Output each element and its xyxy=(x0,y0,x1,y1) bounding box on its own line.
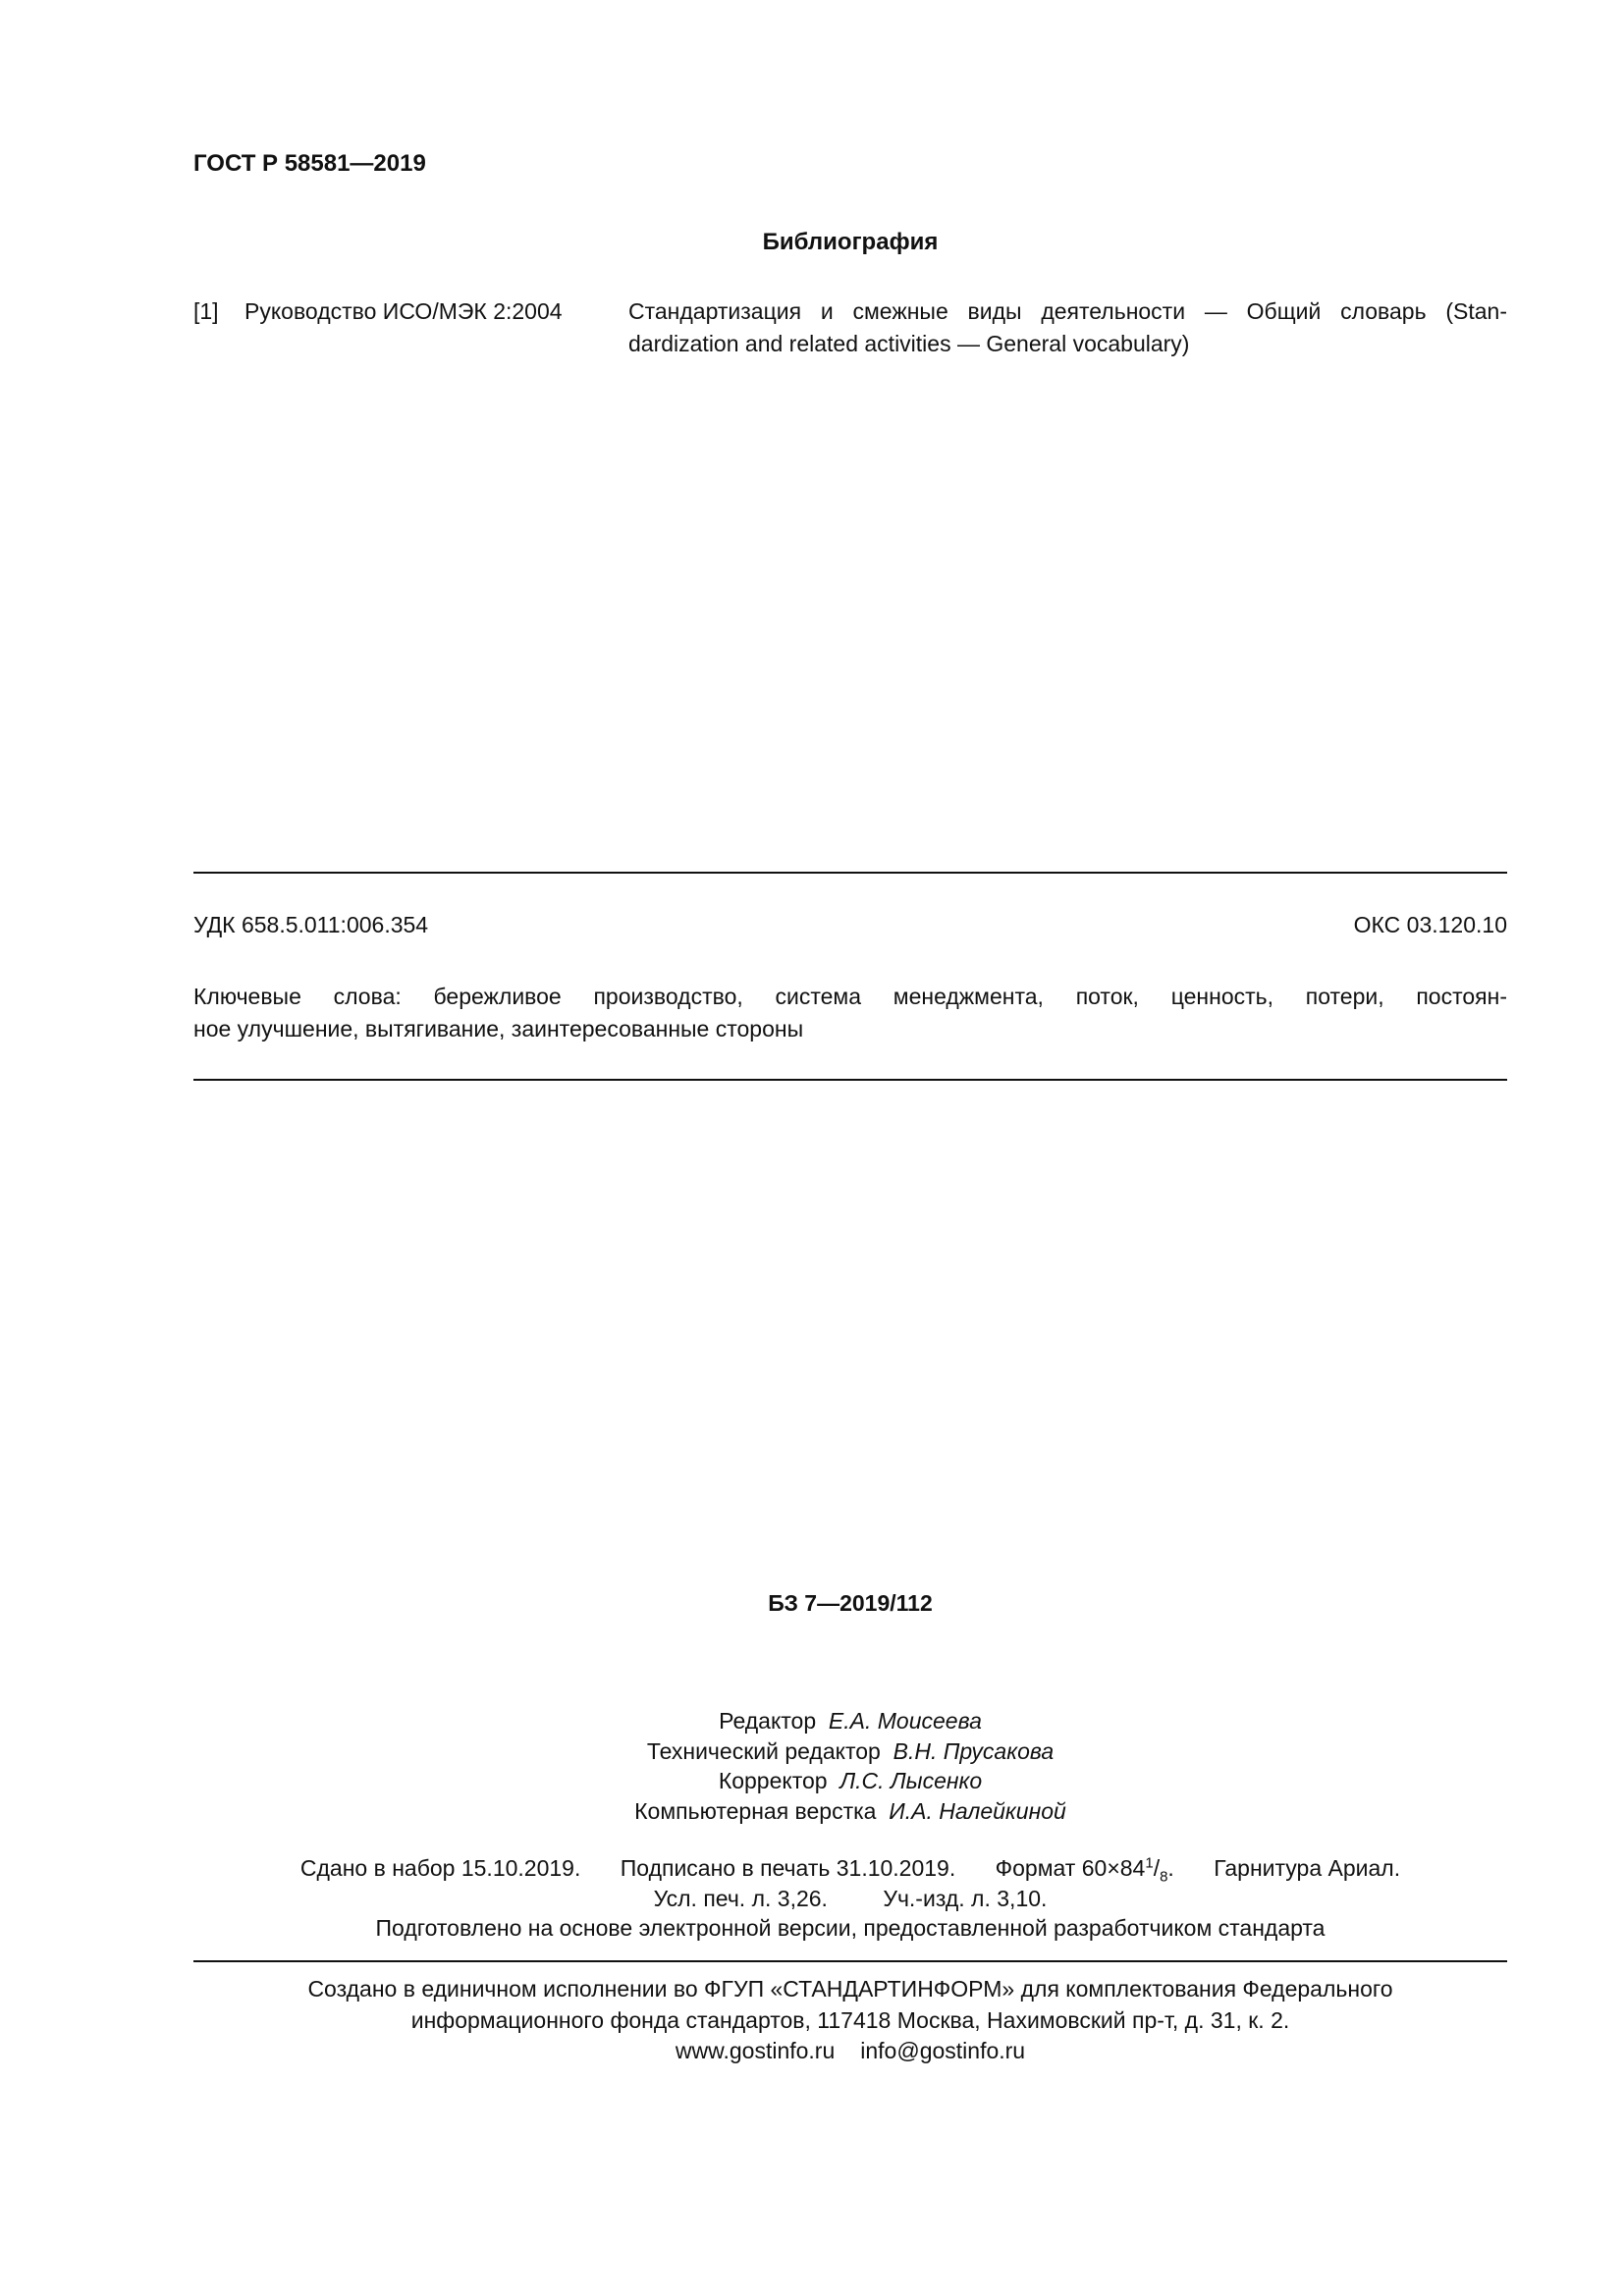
created-line2: информационного фонда стандартов, 117418 Москва, Нахимовский пр-т, д. 31, к. 2. xyxy=(410,2006,1290,2033)
publishing-sheets: Уч.-изд. л. 3,10. xyxy=(883,1885,1048,1911)
divider xyxy=(193,872,1507,874)
print-details xyxy=(193,1853,1507,1944)
entry-text-line1: Стандартизация и смежные виды деятельности — Общий словарь (Stan- xyxy=(628,298,1507,324)
credit-name: И.А. Налейкиной xyxy=(889,1797,1066,1824)
created-line1: Создано в единичном исполнении во ФГУП «СТАНДАРТИНФОРМ» для комплектования Федерального xyxy=(307,1976,1393,2002)
keywords-line2: ное улучшение, вытягивание, заинтересованные стороны xyxy=(193,1016,804,1041)
document-number: ГОСТ Р 58581—2019 xyxy=(193,150,426,177)
format-suffix: . xyxy=(1167,1855,1174,1881)
credit-role: Технический редактор xyxy=(646,1737,881,1764)
credit-editor xyxy=(193,1706,1507,1736)
prepared-note: Подготовлено на основе электронной версии, предоставленной разработчиком стандарта xyxy=(375,1915,1326,1941)
bibliography-title: Библиография xyxy=(762,229,939,255)
udk-code: УДК 658.5.011:006.354 xyxy=(193,912,429,937)
format-sub: 8 xyxy=(1160,1868,1168,1886)
credit-role: Корректор xyxy=(718,1768,828,1793)
credit-role: Компьютерная верстка xyxy=(634,1797,877,1824)
divider xyxy=(193,1960,1507,1962)
oks-code: ОКС 03.120.10 xyxy=(1353,912,1507,937)
format-sup: 1 xyxy=(1145,1854,1154,1872)
signed-date: Подписано в печать 31.10.2019. xyxy=(620,1855,956,1881)
bz-number: БЗ 7—2019/112 xyxy=(768,1590,933,1616)
publisher-info xyxy=(193,1974,1507,2067)
credit-role: Редактор xyxy=(719,1708,817,1734)
credit-name: В.Н. Прусакова xyxy=(893,1737,1055,1764)
divider xyxy=(193,1079,1507,1081)
submitted-date: Сдано в набор 15.10.2019. xyxy=(299,1855,581,1881)
typeface: Гарнитура Ариал. xyxy=(1214,1855,1401,1881)
format-prefix: Формат 60×84 xyxy=(995,1855,1146,1881)
credit-name: Е.А. Моисеева xyxy=(828,1708,982,1734)
entry-source: Руководство ИСО/МЭК 2:2004 xyxy=(244,298,563,324)
website-link[interactable]: www.gostinfo.ru xyxy=(675,2038,836,2063)
print-sheets: Усл. печ. л. 3,26. xyxy=(653,1885,828,1911)
credit-proofreader xyxy=(193,1766,1507,1796)
credits xyxy=(193,1706,1507,1826)
credit-tech-editor xyxy=(193,1736,1507,1767)
paper-format: Формат $60\times 84^1/_8$. xyxy=(995,1854,1174,1886)
credit-layout xyxy=(193,1796,1507,1827)
keywords-line1: Ключевые слова: бережливое производство, система менеджмента, поток, ценность, потери, постоян- xyxy=(193,984,1507,1009)
entry-number: [1] xyxy=(193,298,219,324)
credit-name: Л.С. Лысенко xyxy=(839,1768,983,1793)
email-link[interactable]: info@gostinfo.ru xyxy=(860,2038,1026,2063)
entry-text-line2: dardization and related activities — General vocabulary) xyxy=(628,331,1190,356)
